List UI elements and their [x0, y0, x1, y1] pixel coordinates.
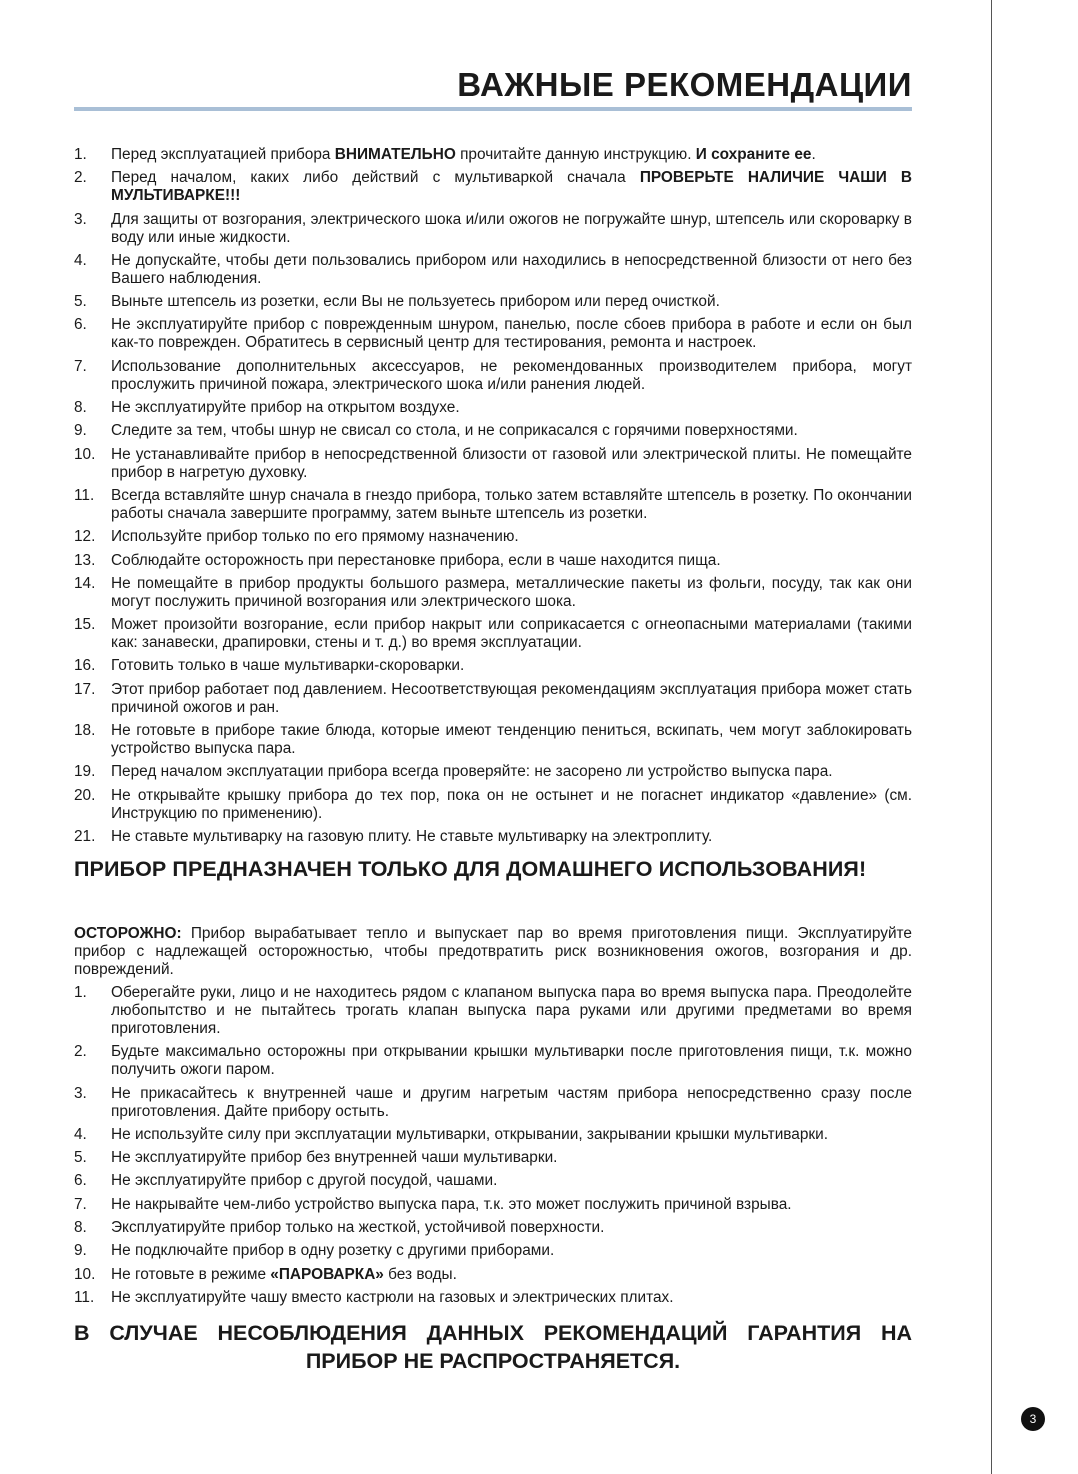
list-item — [74, 984, 912, 1038]
list-item-number: 9. — [74, 422, 87, 440]
list-item-text — [111, 399, 912, 417]
list-item — [74, 1242, 912, 1260]
list-item-number: 20. — [74, 786, 96, 804]
text-run: Не эксплуатируйте прибор на открытом воздухе. — [111, 399, 460, 417]
list-item-number: 17. — [74, 680, 96, 698]
list-item-number: 4. — [74, 1125, 87, 1143]
list-item-number: 10. — [74, 445, 96, 463]
list-item-text — [111, 1289, 912, 1307]
list-item-number: 11. — [74, 486, 95, 504]
text-run: Оберегайте руки, лицо и не находитесь рядом с клапаном выпуска пара во время выпуска пара. Преодолейте любопытство и не пытайтесь трогать клапан выпуска пара руками или другими предметами во время приготовления. — [111, 983, 912, 1037]
list-item-text — [111, 1266, 912, 1284]
text-run: Может произойти возгорание, если прибор накрыт или соприкасается с огнеопасными материалами (такими как: занавески, драпировки, стены и т. д.) во время эксплуатации. — [111, 616, 912, 652]
list-item-number: 19. — [74, 763, 96, 781]
warranty-notice: В СЛУЧАЕ НЕСОБЛЮДЕНИЯ ДАННЫХ РЕКОМЕНДАЦИЙ ГАРАНТИЯ НА ПРИБОР НЕ РАСПРОСТРАНЯЕТСЯ. — [74, 1320, 912, 1373]
list-item — [74, 828, 912, 846]
list-item-text — [111, 657, 912, 675]
list-item — [74, 293, 912, 311]
text-run: Перед эксплуатацией прибора — [111, 146, 335, 163]
list-item — [74, 422, 912, 440]
text-run: Выньте штепсель из розетки, если Вы не пользуетесь прибором или перед очисткой. — [111, 293, 720, 311]
text-run: Не открывайте крышку прибора до тех пор, пока он не остынет и не погаснет индикатор «давление» (см. Инструкцию по применению). — [111, 786, 912, 822]
list-item-number: 8. — [74, 399, 87, 417]
list-item — [74, 358, 912, 394]
list-item-number: 9. — [74, 1242, 87, 1260]
list-item — [74, 1149, 912, 1167]
list-item — [74, 1172, 912, 1190]
list-item-text — [111, 146, 912, 164]
list-item-text — [111, 787, 912, 823]
list-item-text — [111, 487, 912, 523]
text-run: Использование дополнительных аксессуаров, не рекомендованных производителем прибора, могут прослужить причиной пожара, электрического шока и/или ранения людей. — [111, 357, 912, 393]
list-item-text — [111, 681, 912, 717]
text-run: Не готовьте в режиме — [111, 1265, 271, 1283]
list-item — [74, 316, 912, 352]
caution-text: Прибор вырабатывает тепло и выпускает пар во время приготовления пищи. Эксплуатируйте прибор с надлежащей осторожностью, чтобы предотвратить риск возникновения ожогов, возгорания и др. повреждений. — [74, 924, 912, 978]
list-item-number: 21. — [74, 827, 96, 845]
list-item-text — [111, 1219, 912, 1237]
list-item — [74, 1219, 912, 1237]
list-item-text — [111, 252, 912, 288]
list-item-number: 7. — [74, 1195, 87, 1213]
list-item-number: 12. — [74, 528, 96, 546]
content — [74, 146, 912, 1375]
list-item — [74, 487, 912, 523]
list-item-text — [111, 316, 912, 352]
list-item — [74, 446, 912, 482]
list-item-text — [111, 293, 912, 311]
list-item — [74, 1289, 912, 1307]
text-run: Всегда вставляйте шнур сначала в гнездо прибора, только затем вставляйте штепсель в розетку. По окончании работы сначала завершите программу, затем выньте штепсель из розетки. — [111, 486, 912, 522]
list-item-text — [111, 616, 912, 652]
text-run: Не помещайте в прибор продукты большого размера, металлические пакеты из фольги, посуду, так как они могут послужить причиной возгорания или электрического шока. — [111, 574, 912, 610]
list-item-text — [111, 722, 912, 758]
list-item — [74, 1085, 912, 1121]
list-item — [74, 146, 912, 164]
caution-label: ОСТОРОЖНО: — [74, 924, 182, 942]
list-item-number: 11. — [74, 1288, 95, 1306]
list-item-number: 1. — [74, 983, 87, 1001]
list-item — [74, 575, 912, 611]
text-run: Будьте максимально осторожны при открывании крышки мультиварки после приготовления пищи, т.к. можно получить ожоги паром. — [111, 1043, 912, 1079]
list-item-text — [111, 1196, 912, 1214]
list-item — [74, 528, 912, 546]
emphasis-text: И сохраните ее — [695, 146, 812, 163]
text-run: Не эксплуатируйте прибор с поврежденным шнуром, панелью, после сбоев прибора в работе и если он был как-то поврежден. Обратитесь в сервисный центр для тестирования, ремонта и настроек. — [111, 316, 912, 352]
list-item-text — [111, 1172, 912, 1190]
list-item — [74, 722, 912, 758]
list-item — [74, 252, 912, 288]
list-item-number: 18. — [74, 722, 96, 740]
list-item-text — [111, 575, 912, 611]
list-item-text — [111, 1242, 912, 1260]
list-item — [74, 616, 912, 652]
text-run: Не ставьте мультиварку на газовую плиту. Не ставьте мультиварку на электроплиту. — [111, 827, 713, 845]
list-item — [74, 211, 912, 247]
list-item — [74, 169, 912, 205]
list-item-text — [111, 1126, 912, 1144]
list-item-text — [111, 1043, 912, 1079]
list-item — [74, 681, 912, 717]
text-run: Следите за тем, чтобы шнур не свисал со стола, и не соприкасался с горячими поверхностями. — [111, 422, 798, 440]
text-run: Не используйте силу при эксплуатации мультиварки, открывании, закрывании крышки мультиварки. — [111, 1125, 829, 1143]
list-item — [74, 1043, 912, 1079]
list-item-text — [111, 422, 912, 440]
text-run: Не прикасайтесь к внутренней чаше и другим нагретым частям прибора непосредственно сразу после приготовления. Дайте прибору остыть. — [111, 1084, 912, 1120]
list-item-number: 6. — [74, 316, 87, 334]
text-run: Не готовьте в приборе такие блюда, которые имеют тенденцию пениться, вскипать, чем могут заблокировать устройство выпуска пара. — [111, 722, 912, 758]
list-item-text — [111, 828, 912, 846]
text-run: Готовить только в чаше мультиварки-скороварки. — [111, 657, 465, 675]
list-item-text — [111, 763, 912, 781]
page-number-badge: 3 — [1021, 1407, 1045, 1431]
text-run: . — [811, 146, 816, 163]
list-item-text — [111, 1149, 912, 1167]
list-item-text — [111, 358, 912, 394]
list-item-number: 1. — [74, 146, 87, 163]
text-run: Перед началом, каких либо действий с мультиваркой сначала — [111, 169, 640, 187]
caution-list — [74, 984, 912, 1307]
list-item — [74, 657, 912, 675]
list-item-text — [111, 528, 912, 546]
list-item-number: 13. — [74, 551, 96, 569]
list-item-text — [111, 984, 912, 1038]
title-underline — [74, 107, 912, 111]
list-item-number: 15. — [74, 616, 96, 634]
recommendations-list — [74, 146, 912, 846]
list-item — [74, 1196, 912, 1214]
list-item — [74, 552, 912, 570]
text-run: Не эксплуатируйте чашу вместо кастрюли на газовых и электрических плитах. — [111, 1288, 674, 1306]
page-edge-line — [991, 0, 992, 1474]
emphasis-text: «ПАРОВАРКА» — [270, 1265, 384, 1283]
text-run: Не подключайте прибор в одну розетку с другими приборами. — [111, 1242, 555, 1260]
list-item-number: 7. — [74, 357, 87, 375]
text-run: Для защиты от возгорания, электрического шока и/или ожогов не погружайте шнур, штепсель или скороварку в воду или иные жидкости. — [111, 210, 912, 246]
list-item-number: 5. — [74, 1149, 87, 1167]
list-item-number: 3. — [74, 1084, 87, 1102]
text-run: прочитайте данную инструкцию. — [455, 146, 696, 163]
page-title: ВАЖНЫЕ РЕКОМЕНДАЦИИ — [457, 66, 912, 103]
list-item — [74, 1266, 912, 1284]
list-item — [74, 399, 912, 417]
list-item-text — [111, 1085, 912, 1121]
caution-paragraph — [74, 925, 912, 979]
list-item-number: 2. — [74, 169, 87, 187]
list-item-number: 8. — [74, 1219, 87, 1237]
list-item-number: 3. — [74, 210, 87, 228]
list-item — [74, 1126, 912, 1144]
list-item — [74, 763, 912, 781]
list-item-number: 2. — [74, 1043, 87, 1061]
text-run: Этот прибор работает под давлением. Несоответствующая рекомендациям эксплуатация прибора может стать причиной ожогов и ран. — [111, 680, 912, 716]
list-item-text — [111, 211, 912, 247]
home-use-notice: ПРИБОР ПРЕДНАЗНАЧЕН ТОЛЬКО ДЛЯ ДОМАШНЕГО ИСПОЛЬЗОВАНИЯ! — [74, 856, 867, 881]
list-item-number: 4. — [74, 251, 87, 269]
text-run: Эксплуатируйте прибор только на жесткой, устойчивой поверхности. — [111, 1219, 605, 1237]
list-item-text — [111, 552, 912, 570]
emphasis-text: ПРОВЕРЬТЕ НАЛИЧИЕ ЧАШИ В МУЛЬТИВАРКЕ!!! — [111, 169, 912, 205]
text-run: Не эксплуатируйте прибор с другой посудой, чашами. — [111, 1172, 498, 1190]
list-item-text — [111, 446, 912, 482]
list-item-number: 5. — [74, 293, 87, 311]
text-run: Используйте прибор только по его прямому назначению. — [111, 528, 519, 546]
text-run: Соблюдайте осторожность при перестановке прибора, если в чаше находится пища. — [111, 551, 721, 569]
list-item-number: 14. — [74, 574, 96, 592]
text-run: Не допускайте, чтобы дети пользовались прибором или находились в непосредственной близости от него без Вашего наблюдения. — [111, 251, 912, 287]
text-run: Не накрывайте чем-либо устройство выпуска пара, т.к. это может послужить причиной взрыва. — [111, 1195, 792, 1213]
list-item-text — [111, 169, 912, 205]
emphasis-text: ВНИМАТЕЛЬНО — [334, 146, 456, 163]
text-run: без воды. — [383, 1265, 457, 1283]
list-item-number: 16. — [74, 657, 96, 675]
list-item-number: 6. — [74, 1172, 87, 1190]
text-run: Не устанавливайте прибор в непосредственной близости от газовой или электрической плиты. Не помещайте прибор в нагретую духовку. — [111, 445, 912, 481]
list-item-number: 10. — [74, 1265, 96, 1283]
list-item — [74, 787, 912, 823]
text-run: Перед началом эксплуатации прибора всегда проверяйте: не засорено ли устройство выпуска пара. — [111, 763, 833, 781]
text-run: Не эксплуатируйте прибор без внутренней чаши мультиварки. — [111, 1149, 558, 1167]
